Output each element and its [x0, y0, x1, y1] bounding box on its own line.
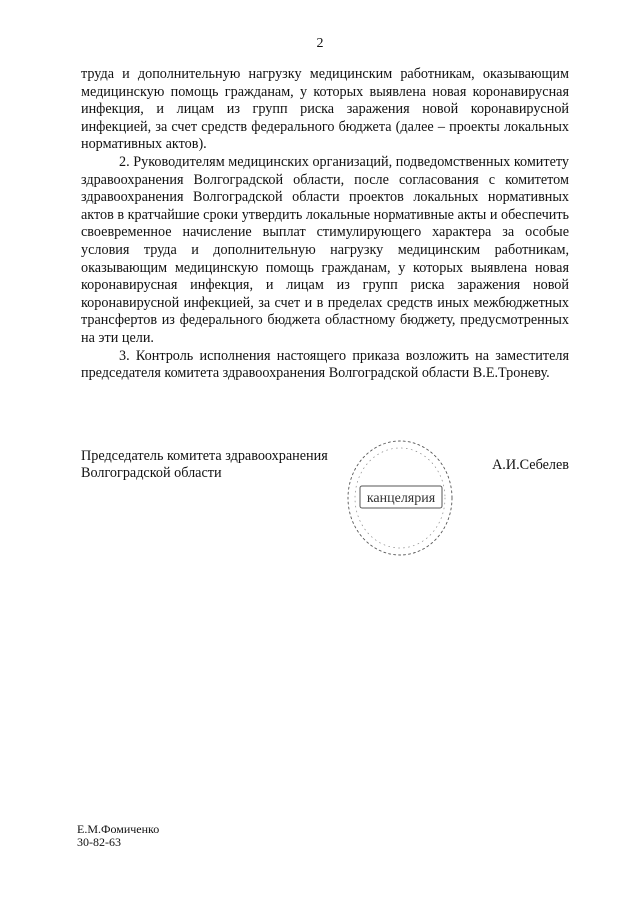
document-body — [81, 66, 569, 383]
signatory-position-line-2: Волгоградской области — [81, 465, 222, 481]
page-number: 2 — [316, 36, 324, 51]
paragraph-item-2: 2. Руководителям медицинских организаций, подведомственных комитету здравоохранения Волгоградской области, после согласования с комитетом здравоохранения Волгоградской области проектов локальных нормативных актов в кратчайшие сроки утвердить локальные нормативные акты и обеспечить своевременное начисление выплат стимулирующего характера за особые условия труда и дополнительную нагрузку медицинским работникам, оказывающим медицинскую помощь гражданам, у которых выявлена новая коронавирусная инфекция, и лицам из групп риска заражения новой коронавирусной инфекцией, за счет и в пределах средств иных межбюджетных трансфертов из федерального бюджета областному бюджету, предусмотренных на эти цели. — [81, 153, 569, 346]
executor-name: Е.М.Фомиченко — [77, 822, 160, 836]
stamp-text: канцелярия — [366, 491, 436, 506]
executor-info — [77, 823, 159, 849]
office-stamp — [344, 436, 456, 560]
signatory-position-line-1: Председатель комитета здравоохранения — [81, 448, 328, 464]
signature-block — [81, 448, 569, 608]
signatory-name: А.И.Себелев — [492, 457, 569, 473]
paragraph-continuation: труда и дополнительную нагрузку медицинским работникам, оказывающим медицинскую помощь гражданам, у которых выявлена новая коронавирусная инфекция, и лицам из групп риска заражения новой коронавирусной инфекцией, за счет средств федерального бюджета (далее – проекты локальных нормативных актов). — [81, 66, 569, 153]
executor-phone: 30-82-63 — [77, 835, 121, 849]
signatory-position — [81, 448, 361, 482]
paragraph-item-3: 3. Контроль исполнения настоящего приказа возложить на заместителя председателя комитета здравоохранения Волгоградской области В.Е.Троневу. — [81, 347, 569, 382]
